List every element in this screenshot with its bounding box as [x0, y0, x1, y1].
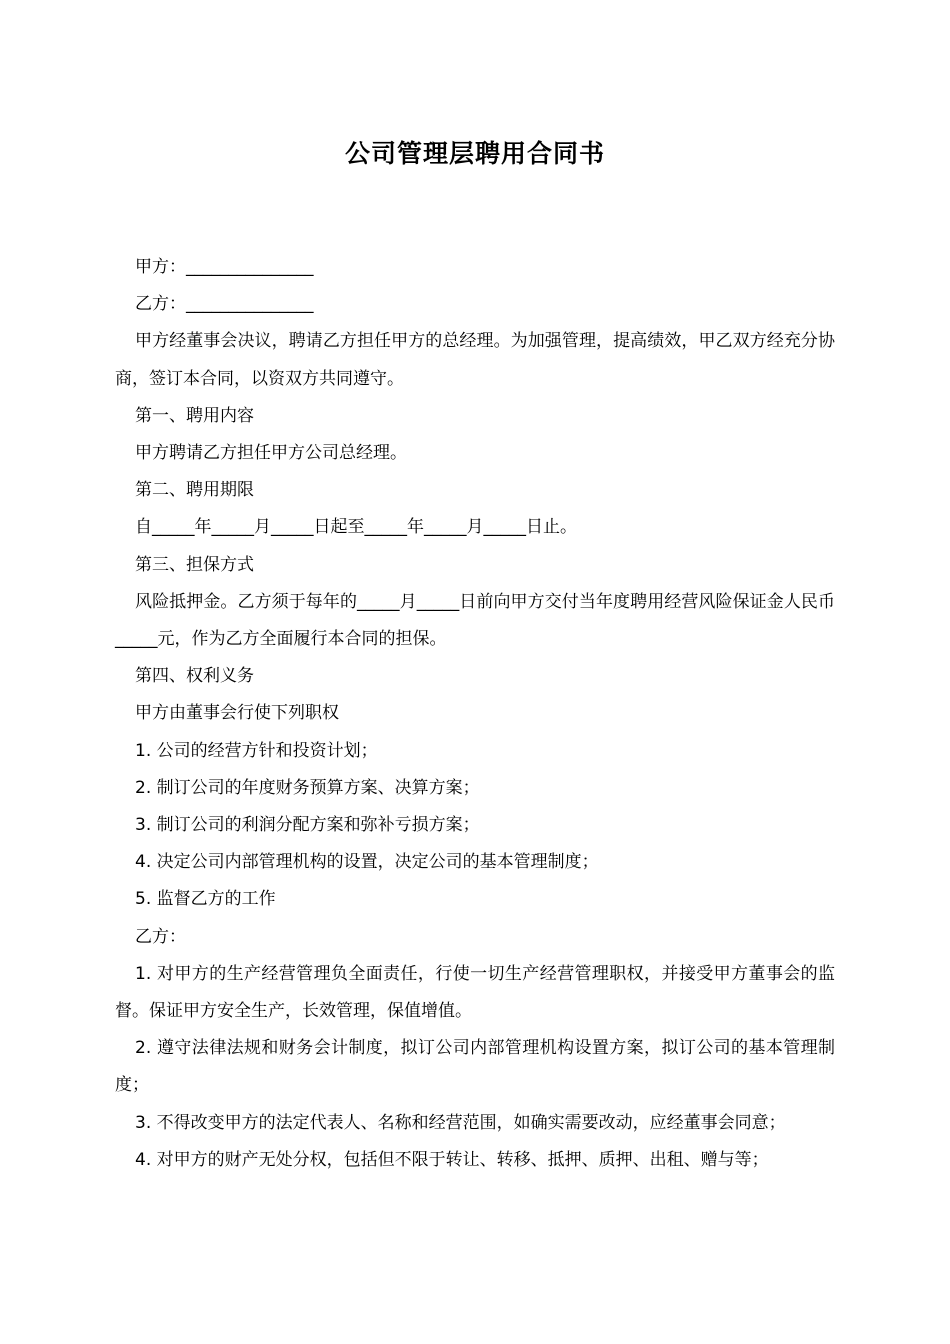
party-a-line: [115, 249, 835, 286]
list-item: 1. 对甲方的生产经营管理负全面责任，行使一切生产经营管理职权，并接受甲方董事会的监督。保证甲方安全生产，长效管理，保值增值。: [115, 963, 835, 1022]
list-item: 3. 不得改变甲方的法定代表人、名称和经营范围，如确实需要改动，应经董事会同意；: [135, 1112, 786, 1133]
list-item: 5. 监督乙方的工作: [135, 889, 276, 910]
list-item: 3. 制订公司的利润分配方案和弥补亏损方案；: [135, 815, 480, 836]
list-item: 2. 遵守法律法规和财务会计制度，拟订公司内部管理机构设置方案，拟订公司的基本管理制度；: [115, 1038, 835, 1096]
party-a-powers-intro: 甲方由董事会行使下列职权: [135, 703, 339, 724]
party-b-label: 乙方：: [135, 294, 186, 315]
section1-heading: 第一、聘用内容: [135, 405, 254, 426]
party-b-line: [115, 286, 835, 323]
document-body: [115, 249, 835, 1179]
party-a-blank: _______________: [186, 257, 314, 277]
party-b-duties-intro: 乙方：: [135, 926, 186, 947]
section2-text: 自_____年_____月_____日起至_____年_____月_____日止。: [135, 517, 577, 538]
section4-heading: 第四、权利义务: [135, 666, 254, 687]
intro-paragraph: 甲方经董事会决议，聘请乙方担任甲方的总经理。为加强管理，提高绩效，甲乙双方经充分协商，签订本合同，以资双方共同遵守。: [115, 331, 835, 389]
section1-text: 甲方聘请乙方担任甲方公司总经理。: [135, 443, 407, 464]
list-item: 4. 对甲方的财产无处分权，包括但不限于转让、转移、抵押、质押、出租、赠与等；: [135, 1149, 769, 1170]
section3-text: 风险抵押金。乙方须于每年的_____月_____日前向甲方交付当年度聘用经营风险保证金人民币_____元，作为乙方全面履行本合同的担保。: [115, 591, 835, 650]
party-a-label: 甲方：: [135, 257, 186, 277]
list-item: 1. 公司的经营方针和投资计划；: [135, 740, 378, 761]
section3-heading: 第三、担保方式: [135, 554, 254, 575]
list-item: 2. 制订公司的年度财务预算方案、决算方案；: [135, 777, 480, 798]
list-item: 4. 决定公司内部管理机构的设置，决定公司的基本管理制度；: [135, 852, 599, 873]
document-title: 公司管理层聘用合同书: [344, 139, 605, 168]
party-b-blank: _______________: [186, 294, 314, 315]
section2-heading: 第二、聘用期限: [135, 480, 254, 501]
